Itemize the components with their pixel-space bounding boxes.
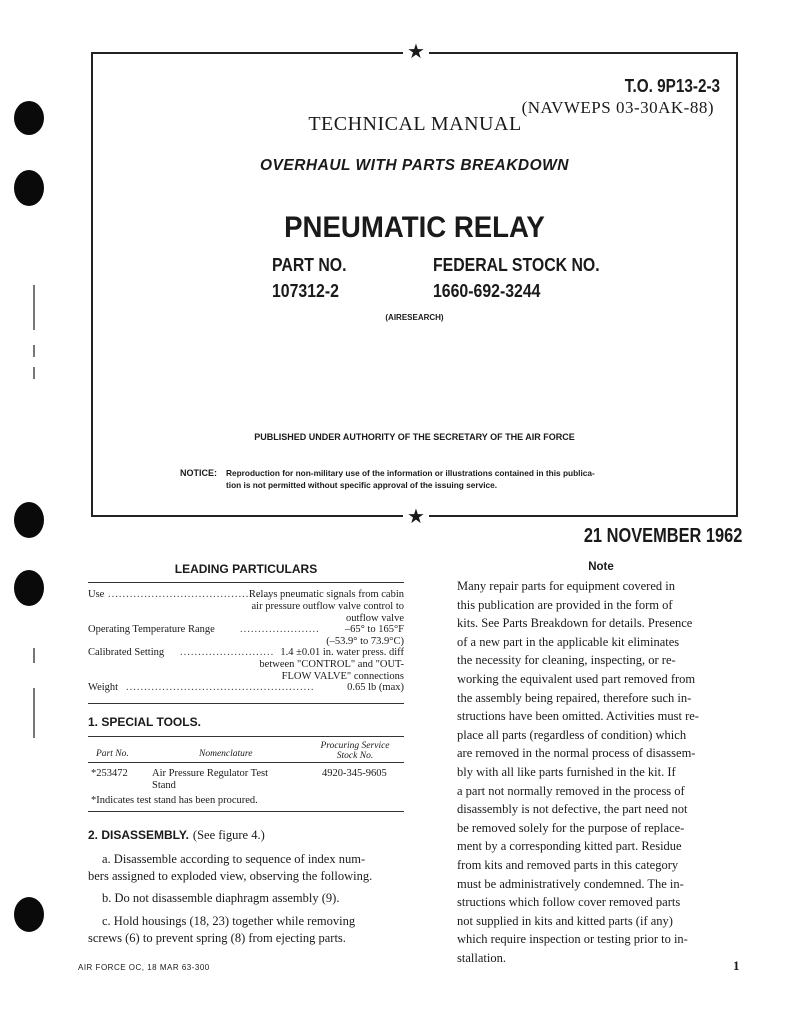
tool-stock-no: 4920-345-9605 — [322, 768, 387, 779]
leader-dots: ...................... — [240, 624, 320, 635]
authority-line: PUBLISHED UNDER AUTHORITY OF THE SECRETARY OF THE AIR FORCE — [254, 432, 575, 442]
particular-label: Operating Temperature Range — [88, 624, 215, 635]
particular-use — [88, 589, 404, 629]
doc-type: TECHNICAL MANUAL — [308, 113, 522, 135]
divider — [88, 736, 404, 737]
margin-mark — [33, 648, 35, 663]
leader-dots: .................................................... — [126, 682, 315, 693]
manufacturer: (AIRESEARCH) — [385, 313, 444, 322]
stock-no-label: FEDERAL STOCK NO. — [433, 255, 600, 275]
particular-calibrated-setting — [88, 647, 404, 687]
page-number: 1 — [733, 958, 740, 973]
para-b: b. Do not disassemble diaphragm assembly (9). — [102, 891, 340, 905]
particular-value: 0.65 lb (max) — [347, 682, 404, 693]
punch-hole — [14, 170, 44, 206]
notice-line-2: tion is not permitted without specific approval of the issuing service. — [226, 480, 498, 490]
punch-hole — [14, 502, 44, 538]
tool-footnote: *Indicates test stand has been procured. — [91, 795, 258, 806]
note-heading: Note — [588, 561, 614, 573]
particular-value: 1.4 ±0.01 in. water press. diff between "CONTROL" and "OUT- FLOW VALVE" connections — [259, 647, 404, 682]
divider — [88, 811, 404, 812]
para-a: a. Disassemble according to sequence of index num- bers assigned to exploded view, observing the following. — [88, 852, 373, 883]
star-bottom-icon: ★ — [403, 507, 429, 527]
margin-mark — [33, 285, 35, 330]
disassembly-heading: 2. DISASSEMBLY. (See figure 4.) — [88, 828, 265, 842]
particular-label: Calibrated Setting — [88, 647, 165, 658]
page-title: PNEUMATIC RELAY — [284, 211, 545, 244]
col-service-stock: Procuring Service Stock No. — [320, 741, 390, 761]
particular-label: Use — [88, 589, 105, 600]
divider — [88, 762, 404, 763]
part-no: 107312-2 — [272, 281, 339, 301]
note-body: Many repair parts for equipment covered in this publication are provided in the form of kits. See Parts Breakdown for details. Presence of a new part in the applicable kit eliminates the necessity for cleaning, inspecting, or re- working the equivalent used part removed from the assembly being repaired, therefore such in- structions have been omitted. Activities must re- place all parts (regardless of condition) which are removed in the normal process of disassem- bly with all like parts furnished in the kit. If a part not normally removed in the process of disassembly is not defective, the part need not be removed solely for the purpose of replace- ment by a corresponding kitted part. Residue from kits and removed parts in this category must be administratively condemned. The in- structions which follow cover removed parts not supplied in kits and kitted parts (if any) which require inspection or testing prior to in- stallation. — [457, 579, 699, 965]
star-top-icon: ★ — [403, 42, 429, 62]
leader-dots: ............................................. — [108, 589, 272, 600]
particular-label: Weight — [88, 682, 119, 693]
col-nomenclature: Nomenclature — [199, 749, 253, 759]
notice-label: NOTICE: — [180, 468, 217, 478]
particular-value: –65° to 165°F (–53.9° to 73.9°C) — [326, 624, 404, 647]
notice-line-1: Reproduction for non-military use of the information or illustrations contained in this publica- — [226, 468, 595, 478]
divider — [88, 582, 404, 583]
subtitle: OVERHAUL WITH PARTS BREAKDOWN — [260, 157, 569, 174]
margin-mark — [33, 688, 35, 738]
printer-imprint: AIR FORCE OC, 18 MAR 63-300 — [78, 963, 210, 972]
punch-hole — [14, 101, 44, 135]
leading-particulars-heading: LEADING PARTICULARS — [174, 562, 318, 576]
punch-hole — [14, 570, 44, 606]
to-number: T.O. 9P13-2-3 — [624, 76, 720, 96]
margin-mark — [33, 345, 35, 357]
punch-hole — [14, 897, 44, 932]
leader-dots: .......................... — [180, 647, 275, 658]
para-c: c. Hold housings (18, 23) together while removing screws (6) to prevent spring (8) from ejecting parts. — [88, 914, 356, 945]
particular-weight — [88, 682, 404, 696]
navweps-number: (NAVWEPS 03-30AK-88) — [521, 98, 714, 117]
special-tools-heading: 1. SPECIAL TOOLS. — [88, 715, 201, 729]
margin-mark — [33, 367, 35, 379]
col-part-no: Part No. — [96, 749, 129, 759]
divider — [88, 703, 404, 704]
part-no-label: PART NO. — [272, 255, 347, 275]
issue-date: 21 NOVEMBER 1962 — [583, 525, 742, 547]
stock-no: 1660-692-3244 — [433, 281, 541, 301]
tool-part-no: *253472 — [91, 768, 128, 779]
tool-nomenclature: Air Pressure Regulator Test Stand — [152, 768, 269, 791]
particular-value: Relays pneumatic signals from cabin air pressure outflow valve control to outflow valve — [248, 589, 404, 624]
